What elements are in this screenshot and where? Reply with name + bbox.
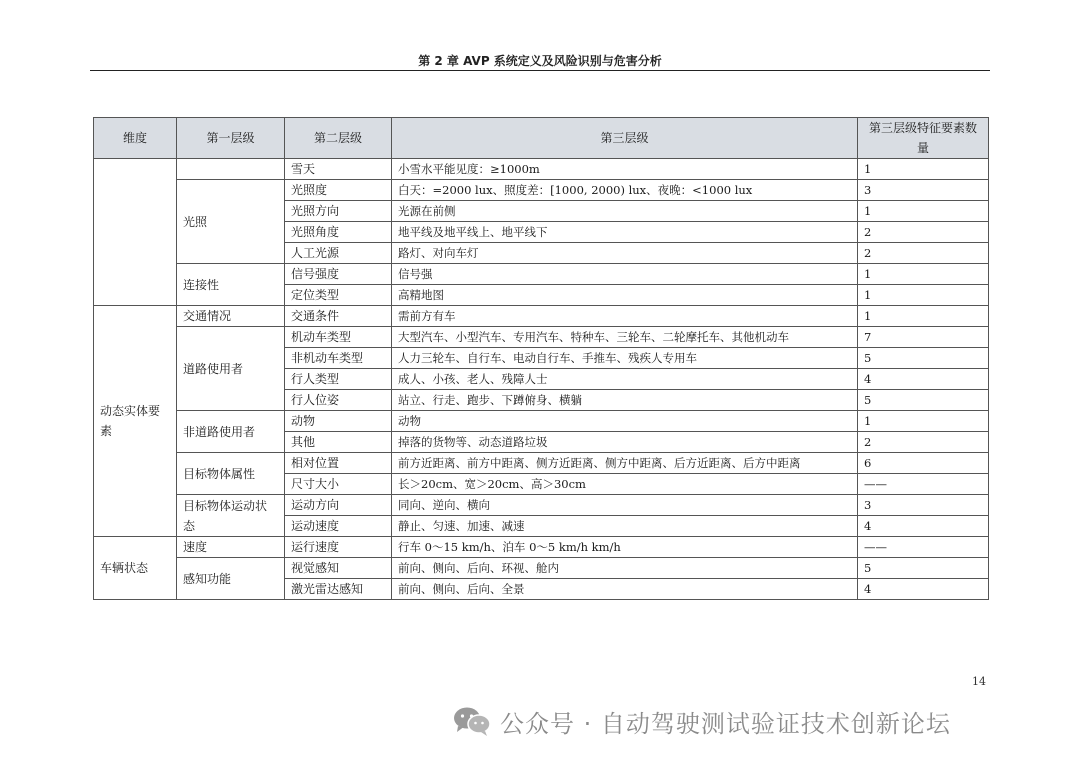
count-cell: 6 [858,453,989,474]
count-cell: 1 [858,159,989,180]
level3-cell: 同向、逆向、横向 [392,495,858,516]
level3-cell: 掉落的货物等、动态道路垃圾 [392,432,858,453]
level3-cell: 前方近距离、前方中距离、侧方近距离、侧方中距离、后方近距离、后方中距离 [392,453,858,474]
count-cell: 2 [858,222,989,243]
count-cell: 4 [858,369,989,390]
level1-cell: 光照 [177,180,285,264]
table-header-row [94,118,989,159]
table-row [94,327,989,348]
level2-cell: 运动方向 [285,495,392,516]
count-cell: 1 [858,201,989,222]
level2-cell: 交通条件 [285,306,392,327]
level3-cell: 静止、匀速、加速、减速 [392,516,858,537]
level3-cell: 大型汽车、小型汽车、专用汽车、特种车、三轮车、二轮摩托车、其他机动车 [392,327,858,348]
level2-cell: 视觉感知 [285,558,392,579]
level2-cell: 信号强度 [285,264,392,285]
count-cell: 1 [858,285,989,306]
table-row [94,537,989,558]
level1-cell: 速度 [177,537,285,558]
level3-cell: 信号强 [392,264,858,285]
count-cell: 7 [858,327,989,348]
level3-cell: 地平线及地平线上、地平线下 [392,222,858,243]
dimension-cell: 动态实体要素 [94,306,177,537]
level3-cell: 白天：=2000 lux、照度差：[1000, 2000) lux、夜晚：<1000 lux [392,180,858,201]
column-header: 第一层级 [177,118,285,159]
table-row [94,264,989,285]
count-cell: 2 [858,243,989,264]
page-number: 14 [972,675,986,688]
level3-cell: 长＞20cm、宽＞20cm、高＞30cm [392,474,858,495]
level1-cell: 目标物体属性 [177,453,285,495]
level2-cell: 行人类型 [285,369,392,390]
count-cell: 3 [858,495,989,516]
wechat-icon [452,705,492,737]
count-cell: 4 [858,516,989,537]
header-rule [90,70,990,71]
level1-cell: 目标物体运动状态 [177,495,285,537]
level2-cell: 运行速度 [285,537,392,558]
page-header-title: 第 2 章 AVP 系统定义及风险识别与危害分析 [418,54,662,68]
table-row [94,411,989,432]
level1-cell: 感知功能 [177,558,285,600]
count-cell: 5 [858,348,989,369]
level3-cell: 光源在前侧 [392,201,858,222]
table-row [94,558,989,579]
level2-cell: 定位类型 [285,285,392,306]
table-row [94,306,989,327]
table-row [94,495,989,516]
column-header: 维度 [94,118,177,159]
dimension-cell: 车辆状态 [94,537,177,600]
level3-cell: 行车 0～15 km/h、泊车 0～5 km/h km/h [392,537,858,558]
count-cell: 2 [858,432,989,453]
level2-cell: 动物 [285,411,392,432]
level1-cell: 非道路使用者 [177,411,285,453]
watermark [452,703,951,739]
level3-cell: 前向、侧向、后向、环视、舱内 [392,558,858,579]
level2-cell: 非机动车类型 [285,348,392,369]
count-cell: 4 [858,579,989,600]
level2-cell: 机动车类型 [285,327,392,348]
level3-cell: 站立、行走、跑步、下蹲俯身、横躺 [392,390,858,411]
level2-cell: 激光雷达感知 [285,579,392,600]
level2-cell: 光照度 [285,180,392,201]
level3-cell: 高精地图 [392,285,858,306]
level1-cell [177,159,285,180]
column-header: 第三层级特征要素数量 [858,118,989,159]
level2-cell: 人工光源 [285,243,392,264]
feature-table [93,117,989,600]
level2-cell: 行人位姿 [285,390,392,411]
watermark-text: 公众号 · 自动驾驶测试验证技术创新论坛 [500,709,951,738]
level3-cell: 前向、侧向、后向、全景 [392,579,858,600]
table-row [94,180,989,201]
level1-cell: 道路使用者 [177,327,285,411]
count-cell: —— [858,537,989,558]
count-cell: 1 [858,264,989,285]
level2-cell: 相对位置 [285,453,392,474]
level2-cell: 光照角度 [285,222,392,243]
level2-cell: 运动速度 [285,516,392,537]
level3-cell: 人力三轮车、自行车、电动自行车、手推车、残疾人专用车 [392,348,858,369]
level2-cell: 其他 [285,432,392,453]
count-cell: —— [858,474,989,495]
count-cell: 1 [858,411,989,432]
level3-cell: 路灯、对向车灯 [392,243,858,264]
level3-cell: 小雪水平能见度：≥1000m [392,159,858,180]
level3-cell: 动物 [392,411,858,432]
column-header: 第三层级 [392,118,858,159]
level1-cell: 连接性 [177,264,285,306]
level2-cell: 光照方向 [285,201,392,222]
dimension-cell [94,159,177,306]
level1-cell: 交通情况 [177,306,285,327]
count-cell: 1 [858,306,989,327]
table-row [94,453,989,474]
level2-cell: 雪天 [285,159,392,180]
column-header: 第二层级 [285,118,392,159]
table-row [94,159,989,180]
count-cell: 3 [858,180,989,201]
count-cell: 5 [858,390,989,411]
count-cell: 5 [858,558,989,579]
level3-cell: 需前方有车 [392,306,858,327]
level3-cell: 成人、小孩、老人、残障人士 [392,369,858,390]
level2-cell: 尺寸大小 [285,474,392,495]
